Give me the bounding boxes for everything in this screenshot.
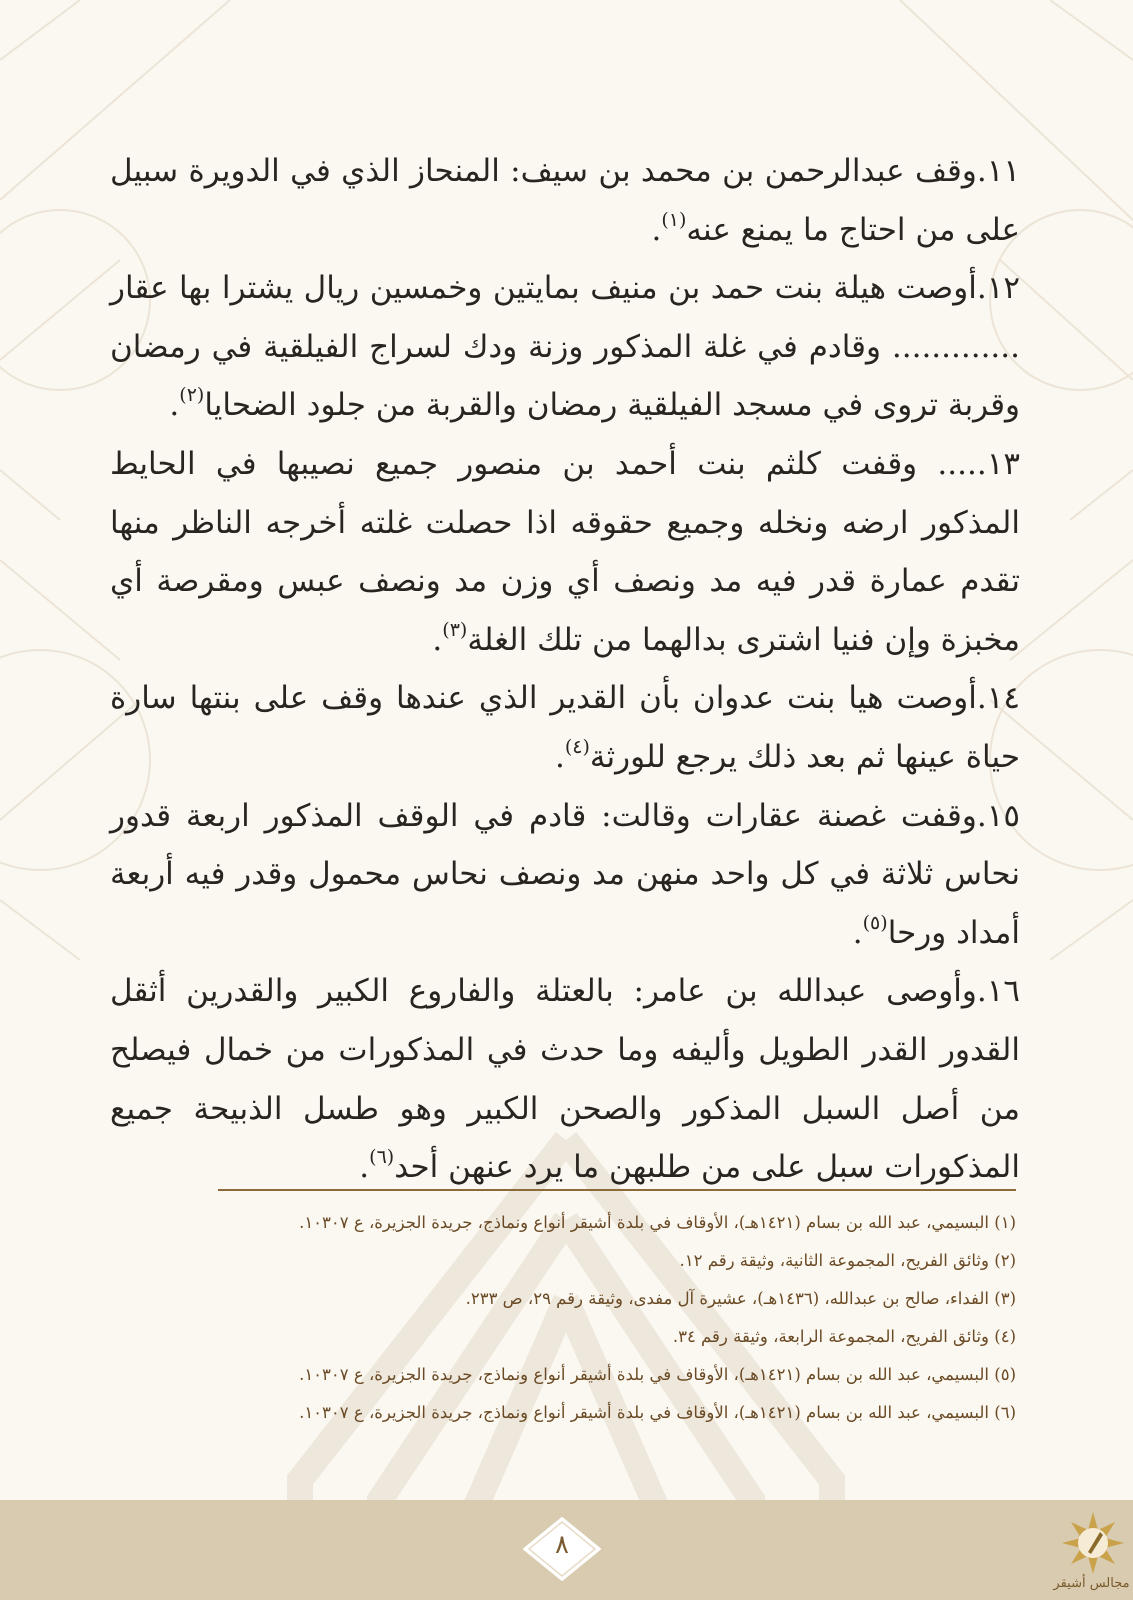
footnote-5: (٥) البسيمي، عبد الله بن بسام (١٤٢١هـ)، الأوقاف في بلدة أشيقر أنواع ونماذج، جريدة الجزيرة، ع ١٠٣٠٧. bbox=[299, 1365, 1016, 1384]
paragraph-11 bbox=[110, 142, 1020, 259]
footnote-4: (٤) وثائق الفريح، المجموعة الرابعة، وثيقة رقم ٣٤. bbox=[672, 1327, 1016, 1346]
paragraph-12 bbox=[110, 259, 1020, 435]
footnote-ref: (٦) bbox=[369, 1146, 395, 1169]
paragraph-end: . bbox=[852, 914, 863, 951]
paragraph-15 bbox=[110, 787, 1020, 963]
footnote-ref: (٣) bbox=[442, 618, 468, 641]
paragraph-16 bbox=[110, 962, 1020, 1196]
footnote-ref: (١) bbox=[661, 208, 687, 231]
paragraph-end: . bbox=[432, 621, 443, 658]
paragraph-text: ١١.وقف عبدالرحمن بن محمد بن سيف: المنحاز الذي في الدويرة سبيل على من احتاج ما يمنع عنه bbox=[110, 153, 1020, 248]
paragraph-text: ١٦.وأوصى عبدالله بن عامر: بالعتلة والفاروع الكبير والقدرين أثقل القدور القدر الطويل وأليفه وما حدث في المذكورات من خمال فيصلح من أصل السبل المذكور والصحن الكبير وهو طسل الذبيحة جميع المذكورات سبل على من طلبهن ما يرد عنهن أحد bbox=[110, 973, 1020, 1186]
footnote-2: (٢) وثائق الفريح، المجموعة الثانية، وثيقة رقم ١٢. bbox=[679, 1251, 1016, 1270]
body-text bbox=[110, 142, 1020, 1197]
paragraph-text: ١٢.أوصت هيلة بنت حمد بن منيف بمايتين وخمسين ريال يشترا بها عقار ............. وقادم في غلة المذكور وزنة ودك لسراج الفيلقية في رمضان وقربة تروى في مسجد الفيلقية رمضان والقربة من جلود الضحايا bbox=[110, 270, 1020, 424]
paragraph-text: ١٥.وقفت غصنة عقارات وقالت: قادم في الوقف المذكور اربعة قدور نحاس ثلاثة في كل واحد منهن مد ونصف نحاس محمول وقدر فيه أربعة أمداد ورحا bbox=[110, 797, 1020, 951]
paragraph-end: . bbox=[169, 387, 180, 424]
paragraph-end: . bbox=[651, 211, 662, 248]
logo-caption: مجالس أشيقر bbox=[1053, 1576, 1130, 1591]
footnote-6: (٦) البسيمي، عبد الله بن بسام (١٤٢١هـ)، الأوقاف في بلدة أشيقر أنواع ونماذج، جريدة الجزيرة، ع ١٠٣٠٧. bbox=[299, 1403, 1016, 1422]
paragraph-13 bbox=[110, 435, 1020, 669]
paragraph-text: ١٣..... وقفت كلثم بنت أحمد بن منصور جميع نصيبها في الحايط المذكور ارضه ونخله وجميع حقوقه اذا حصلت غلته أخرجه الناظر منها تقدم عمارة قدر فيه مد ونصف أي وزن مد ونصف عبس ومقرصة أي مخبزة وإن فنيا اشترى بدالهما من تلك الغلة bbox=[110, 445, 1020, 658]
page-number: ٨ bbox=[555, 1530, 569, 1560]
footnote-divider bbox=[218, 1189, 1016, 1191]
paragraph-end: . bbox=[554, 738, 565, 775]
footnote-ref: (٢) bbox=[179, 384, 205, 407]
footnote-ref: (٤) bbox=[564, 735, 590, 758]
paragraph-14 bbox=[110, 669, 1020, 786]
footnote-ref: (٥) bbox=[862, 911, 888, 934]
footnote-3: (٣) الفداء، صالح بن عبدالله، (١٤٣٦هـ)، عشيرة آل مفدى، وثيقة رقم ٢٩، ص ٢٣٣. bbox=[465, 1289, 1016, 1308]
footnotes bbox=[110, 1204, 1016, 1432]
paragraph-end: . bbox=[359, 1149, 370, 1186]
paragraph-text: ١٤.أوصت هيا بنت عدوان بأن القدير الذي عندها وقف على بنتها سارة حياة عينها ثم بعد ذلك يرجع للورثة bbox=[110, 680, 1020, 775]
footnote-1: (١) البسيمي، عبد الله بن بسام (١٤٢١هـ)، الأوقاف في بلدة أشيقر أنواع ونماذج، جريدة الجزيرة، ع ١٠٣٠٧. bbox=[299, 1213, 1016, 1232]
